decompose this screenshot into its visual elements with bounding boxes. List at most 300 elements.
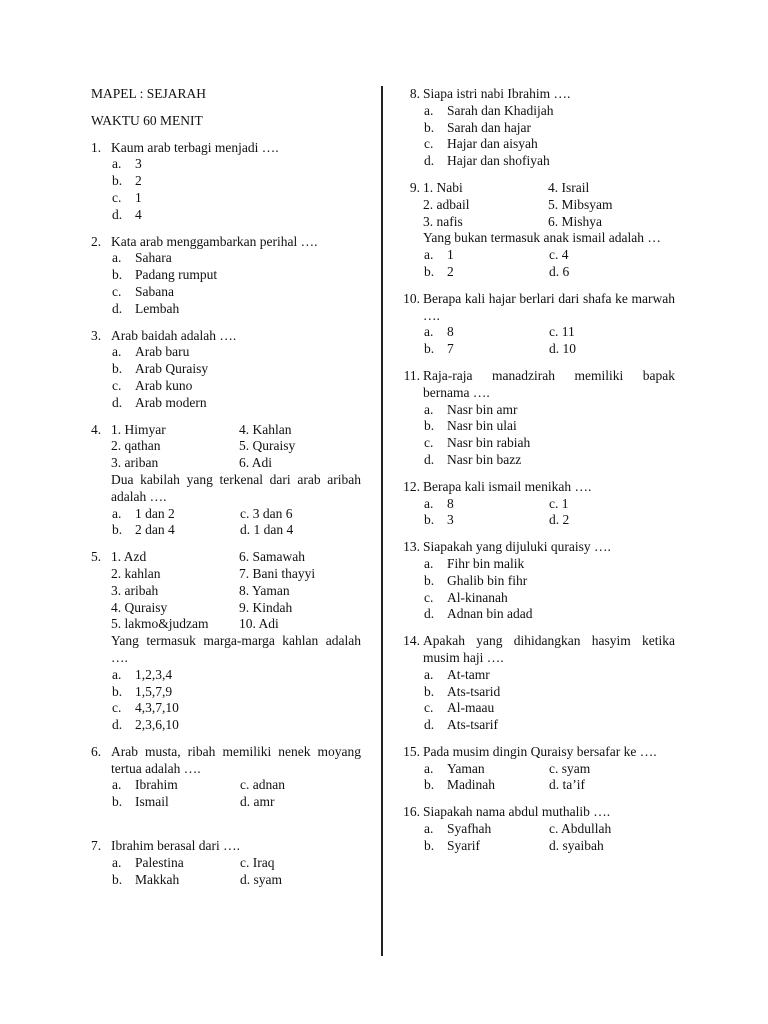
- answer-options: [111, 777, 361, 811]
- option-letter: b.: [424, 512, 435, 528]
- option-letter: a.: [112, 250, 122, 266]
- list-entry: 7. Bani thayyi: [239, 565, 316, 581]
- option-letter: a.: [424, 247, 434, 263]
- question-body: [423, 180, 675, 281]
- answer-option: [424, 136, 675, 153]
- question-body: [423, 86, 675, 170]
- question-row: [397, 291, 675, 358]
- answer-option: [424, 402, 675, 419]
- option-text: At-tamr: [447, 666, 490, 682]
- answer-option: [112, 190, 361, 207]
- question-item: [397, 86, 675, 170]
- answer-option: [424, 667, 675, 684]
- question-text: Dua kabilah yang terkenal dari arab aribah adalah ….: [111, 471, 361, 504]
- question-text: Arab baidah adalah ….: [111, 327, 237, 343]
- answer-options: [423, 402, 675, 469]
- answer-option-row: [112, 506, 361, 523]
- answer-option: [424, 821, 549, 838]
- option-text: Lembah: [135, 300, 180, 316]
- option-text: 7: [447, 341, 454, 357]
- option-letter: a.: [424, 666, 434, 682]
- answer-option: [424, 418, 675, 435]
- option-text: 8: [447, 495, 454, 511]
- list-entry: 6. Mishya: [548, 213, 602, 229]
- question-row: [397, 744, 675, 794]
- answer-option-row: [424, 777, 675, 794]
- question-row: [91, 549, 361, 734]
- list-entry: 6. Samawah: [239, 549, 305, 565]
- list-entry: 2. adbail: [423, 196, 470, 212]
- option-letter: c.: [424, 700, 434, 716]
- option-letter: c.: [424, 136, 434, 152]
- answer-option: [424, 838, 549, 855]
- option-text: c. 11: [549, 324, 575, 340]
- question-number: 1.: [91, 139, 102, 155]
- question-row: [397, 539, 675, 623]
- question-number: 6.: [91, 743, 102, 759]
- option-letter: a.: [424, 555, 434, 571]
- list-row: [111, 566, 361, 583]
- option-text: 2: [447, 263, 454, 279]
- option-text: Sahara: [135, 250, 172, 266]
- option-text: d. 10: [549, 341, 576, 357]
- left-column: [91, 86, 361, 888]
- option-letter: b.: [424, 683, 435, 699]
- option-text: Sarah dan hajar: [447, 119, 531, 135]
- answer-options: [423, 821, 675, 855]
- question-row: [91, 140, 361, 224]
- answer-option-row: [424, 264, 675, 281]
- option-text: Syafhah: [447, 821, 492, 837]
- time-limit: WAKTU 60 MENIT: [91, 112, 203, 128]
- answer-option-row: [424, 821, 675, 838]
- question-row: [91, 744, 361, 811]
- list-entry: 3. ariban: [111, 455, 159, 471]
- answer-options: [423, 324, 675, 358]
- option-text: Hajar dan shofiyah: [447, 153, 550, 169]
- answer-option: [549, 341, 675, 358]
- option-text: c. 3 dan 6: [240, 505, 293, 521]
- answer-options: [423, 247, 675, 281]
- option-text: d. 2: [549, 512, 570, 528]
- question-body: [423, 368, 675, 469]
- question-text: Raja-raja manadzirah memiliki bapak bernama ….: [423, 367, 675, 400]
- option-letter: b.: [112, 361, 123, 377]
- question-text: Siapakah yang dijuluki quraisy ….: [423, 539, 611, 555]
- question-body: [111, 422, 361, 540]
- answer-option: [549, 247, 675, 264]
- answer-option: [424, 556, 675, 573]
- option-text: Arab modern: [135, 394, 207, 410]
- column-divider: [381, 86, 383, 956]
- option-text: Madinah: [447, 777, 495, 793]
- list-row: [111, 600, 361, 617]
- question-text: Yang bukan termasuk anak ismail adalah …: [423, 230, 661, 246]
- question-text: Kaum arab terbagi menjadi ….: [111, 139, 279, 155]
- option-text: Yaman: [447, 760, 485, 776]
- list-entry: 5. Quraisy: [239, 438, 296, 454]
- answer-option: [424, 153, 675, 170]
- answer-option: [112, 855, 240, 872]
- option-text: Arab baru: [135, 344, 190, 360]
- answer-option: [424, 700, 675, 717]
- option-letter: c.: [424, 435, 434, 451]
- answer-option: [112, 284, 361, 301]
- answer-option: [240, 855, 361, 872]
- option-text: 1 dan 2: [135, 505, 175, 521]
- option-letter: b.: [424, 263, 435, 279]
- option-text: Syarif: [447, 837, 480, 853]
- answer-option: [112, 700, 361, 717]
- question-body: [111, 328, 361, 412]
- option-letter: a.: [112, 344, 122, 360]
- option-text: d. ta’if: [549, 777, 585, 793]
- answer-options: [423, 103, 675, 170]
- option-text: c. adnan: [240, 777, 285, 793]
- question-row: [397, 479, 675, 529]
- answer-option: [424, 684, 675, 701]
- question-text: Yang termasuk marga-marga kahlan adalah ….: [111, 633, 361, 665]
- question-number: 2.: [91, 233, 102, 249]
- answer-option-row: [112, 794, 361, 811]
- option-letter: a.: [424, 102, 434, 118]
- option-text: 8: [447, 324, 454, 340]
- option-text: Nasr bin amr: [447, 401, 518, 417]
- answer-option: [424, 606, 675, 623]
- list-entry: 1. Nabi: [423, 179, 463, 195]
- option-text: d. 1 dan 4: [240, 522, 294, 538]
- option-text: Arab Quraisy: [135, 361, 209, 377]
- option-letter: d.: [424, 717, 435, 733]
- answer-option: [112, 207, 361, 224]
- question-body: [111, 140, 361, 224]
- list-entry: 10. Adi: [239, 616, 279, 632]
- answer-option-row: [112, 855, 361, 872]
- answer-option-row: [112, 777, 361, 794]
- answer-option: [112, 684, 361, 701]
- option-letter: d.: [424, 606, 435, 622]
- question-row: [397, 86, 675, 170]
- question-item: [91, 328, 361, 412]
- answer-option-row: [424, 496, 675, 513]
- answer-option: [112, 777, 240, 794]
- answer-option: [240, 522, 361, 539]
- answer-option: [112, 378, 361, 395]
- option-letter: c.: [112, 283, 122, 299]
- option-text: c. Iraq: [240, 854, 275, 870]
- answer-option: [112, 173, 361, 190]
- answer-option-row: [424, 341, 675, 358]
- answer-options: [423, 496, 675, 530]
- option-letter: a.: [112, 156, 122, 172]
- option-text: 4: [135, 206, 142, 222]
- option-text: Ghalib bin fihr: [447, 572, 528, 588]
- answer-options: [423, 761, 675, 795]
- answer-option-row: [424, 761, 675, 778]
- option-letter: a.: [112, 777, 122, 793]
- option-text: Nasr bin rabiah: [447, 435, 531, 451]
- option-letter: b.: [112, 173, 123, 189]
- option-text: Sabana: [135, 283, 174, 299]
- option-letter: d.: [112, 394, 123, 410]
- question-number: 16.: [403, 804, 420, 820]
- option-text: Al-kinanah: [447, 589, 508, 605]
- question-body: [423, 479, 675, 529]
- question-item: [397, 479, 675, 529]
- answer-option: [424, 496, 549, 513]
- option-letter: b.: [424, 777, 435, 793]
- answer-option: [112, 522, 240, 539]
- answer-option: [424, 512, 549, 529]
- option-letter: d.: [112, 206, 123, 222]
- answer-options: [423, 667, 675, 734]
- answer-option: [424, 761, 549, 778]
- question-number: 7.: [91, 838, 102, 854]
- option-text: d. syam: [240, 871, 282, 887]
- answer-option: [424, 452, 675, 469]
- question-item: [397, 180, 675, 281]
- option-letter: b.: [112, 683, 123, 699]
- question-item: [397, 633, 675, 734]
- question-number: 3.: [91, 327, 102, 343]
- list-row: [111, 422, 361, 439]
- question-text: Berapa kali ismail menikah ….: [423, 478, 592, 494]
- question-text: Arab musta, ribah memiliki nenek moyang tertua adalah ….: [111, 743, 361, 776]
- option-text: Ats-tsarid: [447, 683, 501, 699]
- answer-option: [549, 496, 675, 513]
- answer-option: [240, 777, 361, 794]
- answer-option: [112, 717, 361, 734]
- question-text: Siapa istri nabi Ibrahim ….: [423, 86, 571, 101]
- list-entry: 2. qathan: [111, 438, 161, 454]
- option-text: d. amr: [240, 794, 275, 810]
- option-text: Padang rumput: [135, 267, 218, 283]
- answer-option-row: [424, 512, 675, 529]
- question-text: Kata arab menggambarkan perihal ….: [111, 233, 318, 249]
- question-item: [397, 744, 675, 794]
- answer-option: [424, 103, 675, 120]
- option-letter: a.: [112, 505, 122, 521]
- answer-option: [549, 324, 675, 341]
- question-item: [397, 291, 675, 358]
- option-letter: c.: [112, 700, 122, 716]
- option-text: 2,3,6,10: [135, 717, 179, 733]
- list-entry: 1. Azd: [111, 549, 147, 565]
- question-item: [91, 744, 361, 811]
- question-text: Berapa kali hajar berlari dari shafa ke marwah ….: [423, 290, 675, 323]
- list-row: [111, 438, 361, 455]
- list-entry: 1. Himyar: [111, 421, 166, 437]
- question-body: [423, 804, 675, 854]
- question-row: [91, 838, 361, 888]
- list-entry: 5. Mibsyam: [548, 196, 613, 212]
- answer-option: [112, 395, 361, 412]
- list-entry: 8. Yaman: [239, 582, 290, 598]
- answer-options: [111, 855, 361, 889]
- right-column: [397, 86, 675, 855]
- question-body: [111, 744, 361, 811]
- option-text: c. syam: [549, 760, 591, 776]
- option-text: 3: [135, 156, 142, 172]
- answer-option: [549, 838, 675, 855]
- list-entry: 9. Kindah: [239, 599, 293, 615]
- answer-option: [424, 435, 675, 452]
- list-entry: 4. Quraisy: [111, 599, 168, 615]
- option-letter: d.: [112, 717, 123, 733]
- option-letter: c.: [424, 589, 434, 605]
- question-number: 14.: [403, 633, 420, 649]
- option-letter: d.: [112, 300, 123, 316]
- question-row: [91, 234, 361, 318]
- answer-options: [111, 156, 361, 223]
- question-body: [423, 539, 675, 623]
- answer-options: [111, 667, 361, 734]
- option-text: Al-maau: [447, 700, 495, 716]
- option-text: d. 6: [549, 263, 570, 279]
- option-letter: a.: [424, 495, 434, 511]
- option-letter: a.: [112, 854, 122, 870]
- option-letter: b.: [424, 119, 435, 135]
- question-number: 5.: [91, 549, 102, 565]
- option-text: c. Abdullah: [549, 821, 612, 837]
- option-text: 1: [135, 189, 142, 205]
- question-item: [397, 539, 675, 623]
- question-text: Apakah yang dihidangkan hasyim ketika musim haji ….: [423, 633, 675, 665]
- option-text: d. syaibah: [549, 837, 604, 853]
- option-text: Nasr bin bazz: [447, 451, 522, 467]
- list-row: [423, 180, 675, 197]
- question-row: [397, 804, 675, 854]
- option-letter: a.: [424, 821, 434, 837]
- option-letter: b.: [424, 341, 435, 357]
- option-text: Adnan bin adad: [447, 606, 533, 622]
- answer-option: [549, 821, 675, 838]
- answer-options: [423, 556, 675, 623]
- option-text: 3: [447, 512, 454, 528]
- answer-option: [112, 156, 361, 173]
- question-number: 13.: [403, 539, 420, 555]
- answer-option: [424, 777, 549, 794]
- subject-title: MAPEL : SEJARAH: [91, 86, 207, 101]
- option-text: Fihr bin malik: [447, 555, 525, 571]
- list-row: [111, 616, 361, 633]
- question-number: 12.: [403, 478, 420, 494]
- list-row: [111, 549, 361, 566]
- option-letter: b.: [424, 837, 435, 853]
- option-letter: c.: [112, 377, 122, 393]
- option-text: Ats-tsarif: [447, 717, 498, 733]
- answer-option: [112, 506, 240, 523]
- option-letter: b.: [424, 572, 435, 588]
- answer-option: [112, 794, 240, 811]
- option-text: Hajar dan aisyah: [447, 136, 538, 152]
- list-row: [423, 214, 675, 231]
- question-number: 11.: [403, 367, 420, 383]
- option-letter: b.: [424, 418, 435, 434]
- option-letter: a.: [424, 760, 434, 776]
- question-text: Ibrahim berasal dari ….: [111, 838, 240, 854]
- answer-option: [112, 667, 361, 684]
- answer-option: [549, 264, 675, 281]
- question-row: [397, 180, 675, 281]
- option-letter: d.: [424, 451, 435, 467]
- option-text: 1,5,7,9: [135, 683, 173, 699]
- option-letter: a.: [112, 666, 122, 682]
- question-body: [111, 549, 361, 734]
- option-text: Ismail: [135, 794, 169, 810]
- answer-option-row: [112, 872, 361, 889]
- answer-option: [112, 250, 361, 267]
- question-row: [91, 328, 361, 412]
- answer-option: [424, 264, 549, 281]
- question-body: [423, 633, 675, 734]
- answer-option-row: [112, 522, 361, 539]
- option-letter: a.: [424, 324, 434, 340]
- answer-option: [112, 872, 240, 889]
- answer-option: [424, 573, 675, 590]
- question-item: [91, 422, 361, 540]
- question-row: [397, 633, 675, 734]
- list-entry: 4. Israil: [548, 179, 590, 195]
- list-entry: 5. lakmo&judzam: [111, 616, 209, 632]
- option-letter: b.: [112, 522, 123, 538]
- option-text: Makkah: [135, 871, 180, 887]
- list-entry: 3. aribah: [111, 582, 159, 598]
- option-text: c. 1: [549, 495, 569, 511]
- question-row: [91, 422, 361, 540]
- answer-option: [424, 120, 675, 137]
- option-letter: b.: [112, 794, 123, 810]
- question-item: [91, 140, 361, 224]
- option-text: 4,3,7,10: [135, 700, 179, 716]
- answer-option: [424, 247, 549, 264]
- question-number: 9.: [409, 179, 420, 195]
- answer-option-row: [424, 838, 675, 855]
- answer-option-row: [424, 324, 675, 341]
- question-item: [91, 234, 361, 318]
- question-item: [91, 838, 361, 888]
- option-text: Palestina: [135, 854, 184, 870]
- answer-option: [424, 717, 675, 734]
- list-entry: 3. nafis: [423, 213, 463, 229]
- list-row: [111, 455, 361, 472]
- option-text: 1: [447, 247, 454, 263]
- answer-option-row: [424, 247, 675, 264]
- list-entry: 4. Kahlan: [239, 421, 292, 437]
- question-number: 4.: [91, 421, 102, 437]
- option-letter: a.: [424, 401, 434, 417]
- question-item: [397, 368, 675, 469]
- option-text: 1,2,3,4: [135, 666, 173, 682]
- answer-option: [424, 590, 675, 607]
- answer-option: [424, 324, 549, 341]
- option-text: 2: [135, 173, 142, 189]
- answer-option: [549, 512, 675, 529]
- answer-option: [112, 267, 361, 284]
- question-number: 10.: [403, 290, 420, 306]
- answer-option: [112, 361, 361, 378]
- question-item: [91, 549, 361, 734]
- option-letter: b.: [112, 267, 123, 283]
- option-letter: c.: [112, 189, 122, 205]
- answer-options: [111, 506, 361, 540]
- question-item: [397, 804, 675, 854]
- question-row: [397, 368, 675, 469]
- answer-option: [240, 872, 361, 889]
- option-letter: b.: [112, 871, 123, 887]
- answer-option: [240, 794, 361, 811]
- question-body: [111, 234, 361, 318]
